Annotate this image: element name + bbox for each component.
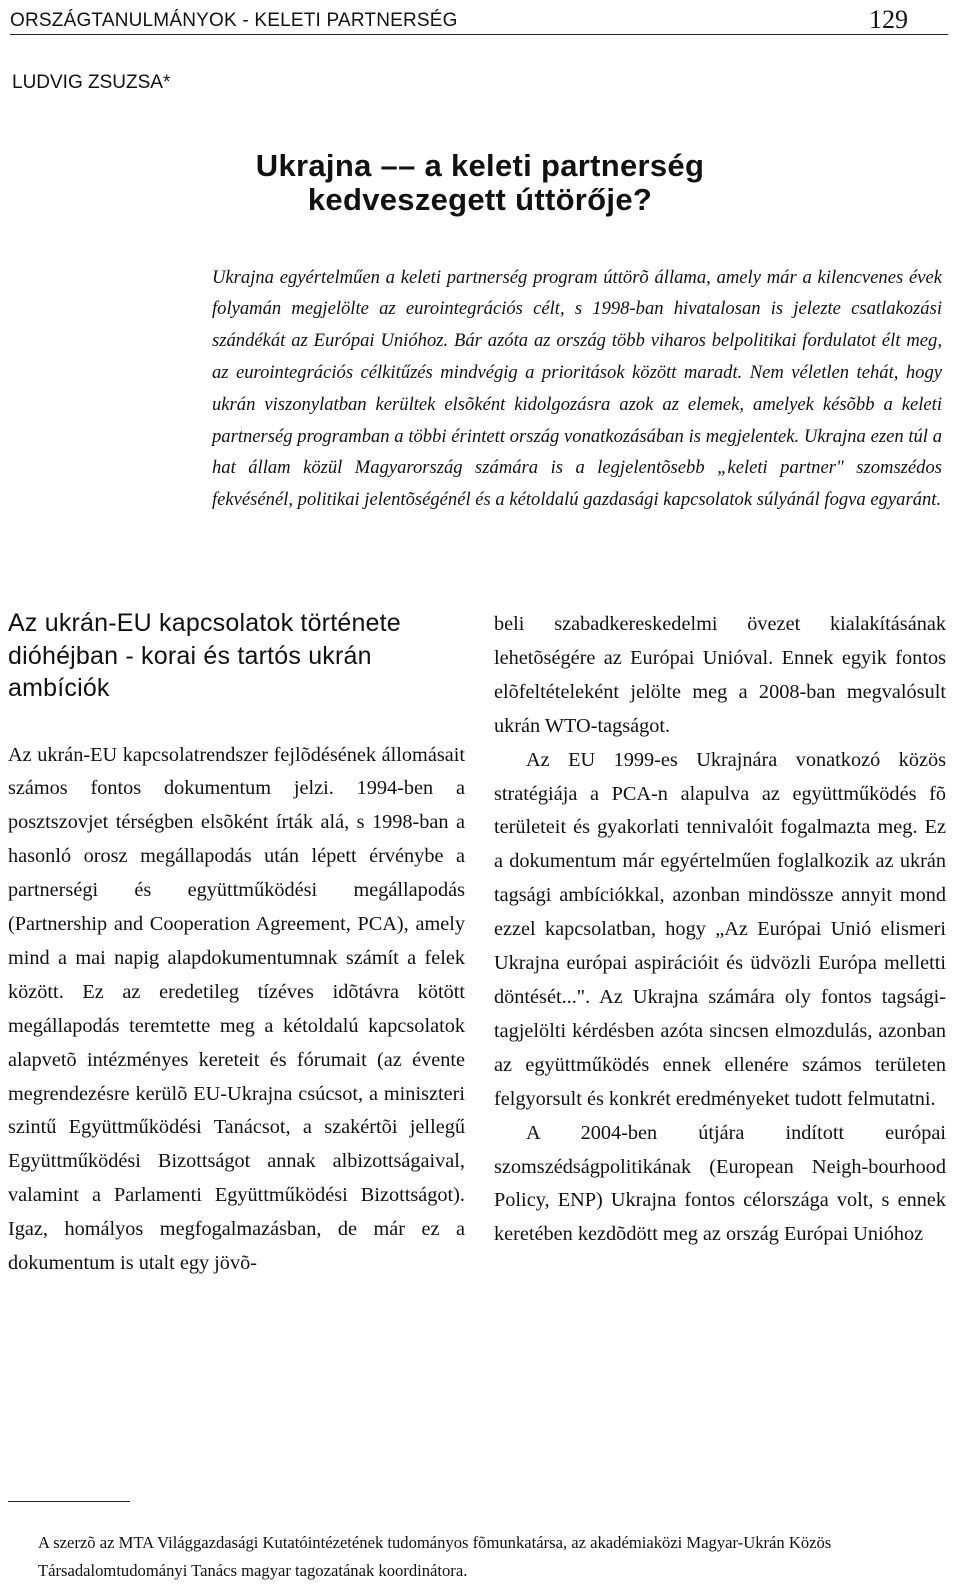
article-title-line-1: Ukrajna –– a keleti partnerség — [255, 147, 705, 183]
running-title: ORSZÁGTANULMÁNYOK - KELETI PARTNERSÉG — [10, 10, 458, 31]
footnote-divider — [8, 1501, 130, 1502]
left-column — [8, 607, 465, 1281]
section-heading: Az ukrán-EU kapcsolatok története dióhéjban - korai és tartós ukrán ambíciók — [8, 609, 401, 702]
page-number: 129 — [869, 5, 908, 34]
footnote: A szerzõ az MTA Világgazdasági Kutatóintézetének tudományos fõmunkatársa, az akadémiaközi Magyar-Ukrán Közös Társadalomtudományi Tanács magyar tagozatának koordinátora. — [38, 1532, 832, 1580]
right-paragraph: beli szabadkereskedelmi övezet kialakításának lehetõségére az Európai Unióval. Ennek egyik fontos elõfeltételeként jelölte meg a 2008-ban megvalósult ukrán WTO-tagságot. — [494, 613, 946, 737]
right-column — [494, 608, 946, 1252]
left-column-text: Az ukrán-EU kapcsolatrendszer fejlõdésének állomásait számos fontos dokumentum jelzi. 1994-ben a posztszovjet térségben elsõként írták alá, s 1998-ban a hasonló orosz megállapodás után lépett érvénybe a partnerségi és együttműködési megállapodás (Partnership and Cooperation Agreement, PCA), amely mind a mai napig alapdokumentumnak számít a felek között. Ez az eredetileg tízéves idõtávra kötött megállapodás teremtette meg a kétoldalú kapcsolatok alapvetõ intézményes kereteit és fórumait (az évente megrendezésre kerülõ EU-Ukrajna csúcsot, a miniszteri szintű Együttműködési Tanácsot, a szakértõi jellegű Együttműködési Bizottságot annak albizottságaival, valamint a Parlamenti Együttműködési Bizottságot). Igaz, homályos megfogalmazásban, de már ez a dokumentum is utalt egy jövõ- — [8, 743, 465, 1275]
abstract: Ukrajna egyértelműen a keleti partnerség program úttörõ állama, amely már a kilencvenes évek folyamán megjelölte az eurointegrációs célt, s 1998-ban hivatalosan is jelezte csatlakozási szándékát az Európai Unióhoz. Bár azóta az ország több viharos belpolitikai fordulatot élt meg, az eurointegrációs célkitűzés mindvégig a prioritások között maradt. Nem véletlen tehát, hogy ukrán viszonylatban kerültek elsõként kidolgozásra azok az elemek, amelyek késõbb a keleti partnerség programban a többi érintett ország vonatkozásában is megjelentek. Ukrajna ezen túl a hat állam közül Magyarország számára is a legjelentõsebb „keleti partner" szomszédos fekvésénél, politikai jelentõségénél és a kétoldalú gazdasági kapcsolatok súlyánál fogva egyaránt. — [212, 266, 942, 511]
article-title-line-2: kedveszegett úttörője? — [307, 181, 653, 217]
running-header — [10, 4, 948, 35]
right-paragraph: Az EU 1999-es Ukrajnára vonatkozó közös stratégiája a PCA-n alapulva az együttműködés fõ területeit és gyakorlati tennivalóit fogalmazta meg. Ez a dokumentum már egyértelműen foglalkozik az ukrán tagsági ambíciókkal, azonban mindössze annyit mond ezzel kapcsolatban, hogy „Az Európai Unió elismeri Ukrajna európai aspirációit és üdvözli Európa melletti döntését...". Az Ukrajna számára oly fontos tagsági-tagjelölti kérdésben azóta sincsen elmozdulás, azonban az együttműködés ennek ellenére számos területen felgyorsult és konkrét eredményeket tudott felmutatni. — [494, 748, 946, 1110]
author-name: LUDVIG ZSUZSA* — [12, 72, 171, 93]
article-title — [150, 149, 810, 217]
right-paragraph: A 2004-ben útjára indított európai szomszédságpolitikának (European Neigh-bourhood Policy, ENP) Ukrajna fontos célországa volt, s ennek keretében kezdõdött meg az ország Európai Unióhoz — [494, 1121, 946, 1246]
